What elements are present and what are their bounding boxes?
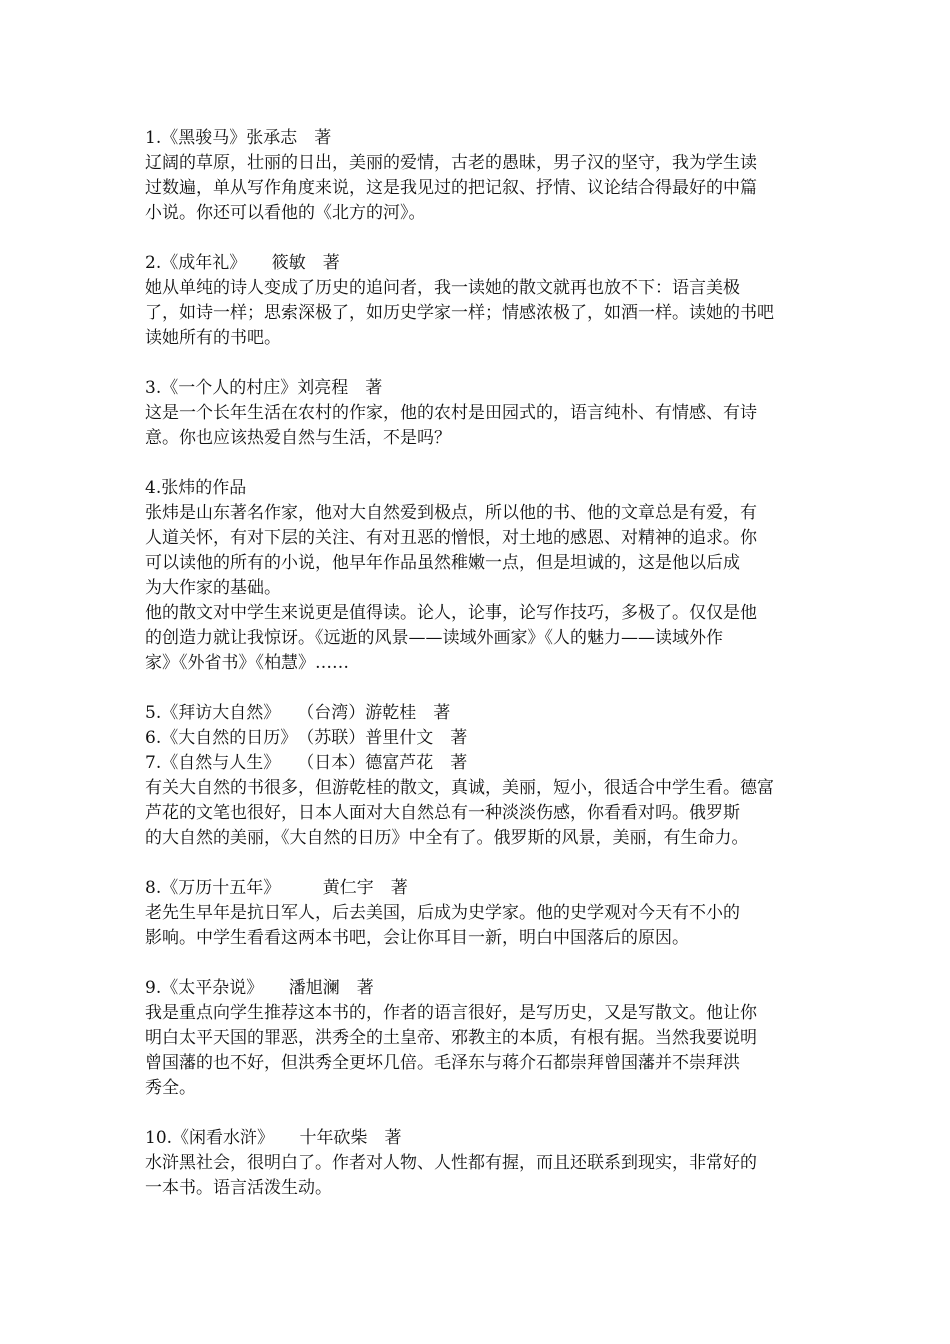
book-entry bbox=[145, 876, 815, 951]
paragraph-gap bbox=[145, 676, 815, 701]
book-entry bbox=[145, 376, 815, 451]
review-text-line: 过数遍，单从写作角度来说，这是我见过的把记叙、抒情、议论结合得最好的中篇 bbox=[145, 178, 757, 198]
book-title-line: 6.《大自然的日历》 （苏联）普里什文 著 bbox=[145, 728, 468, 748]
review-text-line: 辽阔的草原，壮丽的日出，美丽的爱情，古老的愚昧，男子汉的坚守，我为学生读 bbox=[145, 153, 757, 173]
review-text-line: 水浒黑社会，很明白了。作者对人物、人性都有握，而且还联系到现实，非常好的 bbox=[145, 1153, 757, 1173]
review-text-line: 的创造力就让我惊讶。《远逝的风景——读域外画家》《人的魅力——读域外作 bbox=[145, 628, 723, 648]
review-text-line: 一本书。语言活泼生动。 bbox=[145, 1178, 332, 1198]
book-entry bbox=[145, 126, 815, 226]
book-title-line: 9.《太平杂说》 潘旭澜 著 bbox=[145, 978, 374, 998]
review-text-line: 小说。你还可以看他的《北方的河》。 bbox=[145, 203, 426, 223]
paragraph-gap bbox=[145, 226, 815, 251]
review-text-line: 可以读他的所有的小说，他早年作品虽然稚嫩一点，但是坦诚的，这是他以后成 bbox=[145, 553, 740, 573]
book-title-line: 2.《成年礼》 筱敏 著 bbox=[145, 253, 340, 273]
paragraph-gap bbox=[145, 851, 815, 876]
book-title-line: 5.《拜访大自然》 （台湾）游乾桂 著 bbox=[145, 703, 451, 723]
review-text-line: 这是一个长年生活在农村的作家，他的农村是田园式的，语言纯朴、有情感、有诗 bbox=[145, 403, 757, 423]
book-entry bbox=[145, 476, 815, 676]
book-entry bbox=[145, 701, 815, 851]
review-text-line: 曾国藩的也不好，但洪秀全更坏几倍。毛泽东与蒋介石都崇拜曾国藩并不崇拜洪 bbox=[145, 1053, 740, 1073]
paragraph-gap bbox=[145, 451, 815, 476]
review-text-line: 人道关怀，有对下层的关注、有对丑恶的憎恨，对土地的感恩、对精神的追求。你 bbox=[145, 528, 757, 548]
book-title-line: 10.《闲看水浒》 十年砍柴 著 bbox=[145, 1128, 402, 1148]
review-text-line: 张炜是山东著名作家，他对大自然爱到极点，所以他的书、他的文章总是有爱，有 bbox=[145, 503, 757, 523]
book-title-line: 8.《万历十五年》 黄仁宇 著 bbox=[145, 878, 408, 898]
review-text-line: 影响。中学生看看这两本书吧，会让你耳目一新，明白中国落后的原因。 bbox=[145, 928, 689, 948]
review-text-line: 读她所有的书吧。 bbox=[145, 328, 281, 348]
book-title-line: 1.《黑骏马》张承志 著 bbox=[145, 128, 332, 148]
paragraph-gap bbox=[145, 351, 815, 376]
document-page bbox=[145, 126, 815, 1201]
review-text-line: 意。你也应该热爱自然与生活，不是吗？ bbox=[145, 428, 451, 448]
review-text-line: 有关大自然的书很多，但游乾桂的散文，真诚，美丽，短小，很适合中学生看。德富 bbox=[145, 778, 774, 798]
review-text-line: 我是重点向学生推荐这本书的，作者的语言很好，是写历史，又是写散文。他让你 bbox=[145, 1003, 757, 1023]
book-entry bbox=[145, 251, 815, 351]
review-text-line: 老先生早年是抗日军人，后去美国，后成为史学家。他的史学观对今天有不小的 bbox=[145, 903, 740, 923]
review-text-line: 明白太平天国的罪恶，洪秀全的土皇帝、邪教主的本质，有根有据。当然我要说明 bbox=[145, 1028, 757, 1048]
paragraph-gap bbox=[145, 951, 815, 976]
book-title-line: 4.张炜的作品 bbox=[145, 478, 247, 498]
book-title-line: 3.《一个人的村庄》刘亮程 著 bbox=[145, 378, 383, 398]
review-text-line: 的大自然的美丽，《大自然的日历》中全有了。俄罗斯的风景，美丽，有生命力。 bbox=[145, 828, 749, 848]
review-text-line: 家》《外省书》《柏慧》…… bbox=[145, 653, 349, 673]
book-entry bbox=[145, 976, 815, 1101]
review-text-line: 他的散文对中学生来说更是值得读。论人，论事，论写作技巧，多极了。仅仅是他 bbox=[145, 603, 757, 623]
book-title-line: 7.《自然与人生》 （日本）德富芦花 著 bbox=[145, 753, 468, 773]
review-text-line: 为大作家的基础。 bbox=[145, 578, 281, 598]
review-text-line: 了，如诗一样；思索深极了，如历史学家一样；情感浓极了，如酒一样。读她的书吧 bbox=[145, 303, 774, 323]
review-text-line: 秀全。 bbox=[145, 1078, 196, 1098]
paragraph-gap bbox=[145, 1101, 815, 1126]
review-text-line: 芦花的文笔也很好，日本人面对大自然总有一种淡淡伤感，你看看对吗。俄罗斯 bbox=[145, 803, 740, 823]
book-entry bbox=[145, 1126, 815, 1201]
review-text-line: 她从单纯的诗人变成了历史的追问者，我一读她的散文就再也放不下：语言美极 bbox=[145, 278, 740, 298]
